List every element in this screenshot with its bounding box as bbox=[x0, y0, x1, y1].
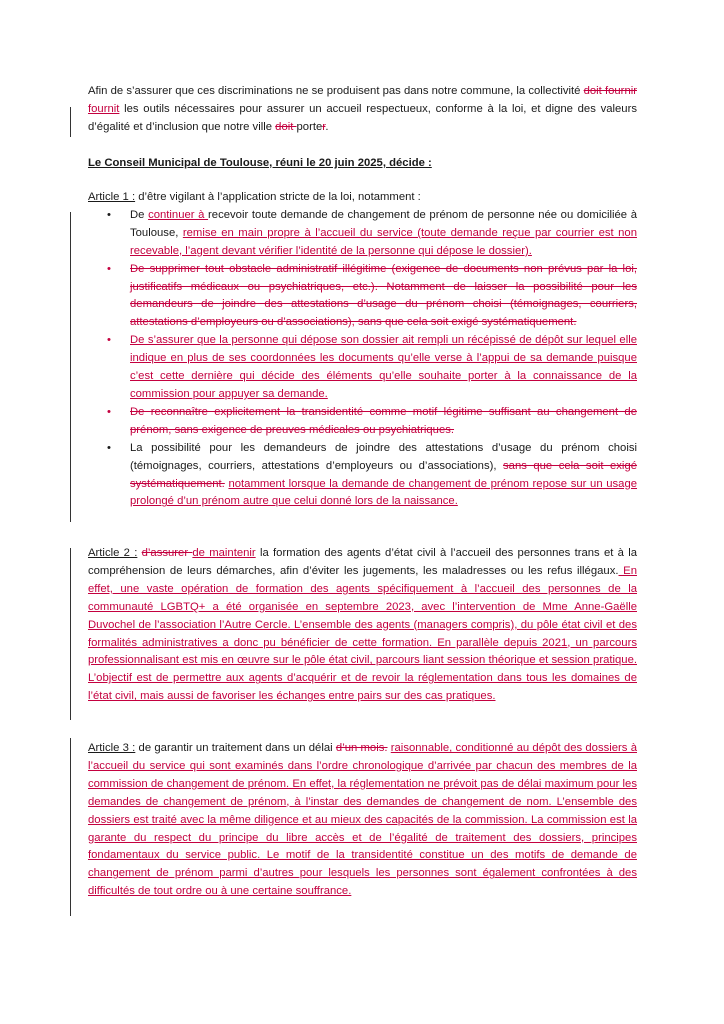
list-item bbox=[88, 261, 637, 333]
article-1-list bbox=[88, 207, 637, 511]
inserted-text: raisonnable, conditionné au dépôt des dossiers à l’accueil du service qui sont examinés dans l’ordre chronologique d’arrivée par chacun des membres de la commission de changement de prénom. En effet, la réglementation ne prévoit pas de délai maximum pour les demandes de changement de prénom, à l’instar des demandes de changement de nom. L’ensemble des dossiers est traité avec la même diligence et au mieux des capacités de la commission. La commission est la garante du respect du principe du libre accès et de l’égalité de traitement des dossiers, principes fondamentaux du service public. Le motif de la transidentité constitue un des motifs de demande de changement de prénom parmi d’autres pour lesquels les personnes sont également confrontées à des difficultés de tout ordre ou à une certaine souffrance. bbox=[88, 742, 637, 898]
article-label: Article 2 : bbox=[88, 547, 138, 559]
article-text: la formation des agents d’état civil à l’accueil des personnes trans et à la compréhension de leurs démarches, afin d’éviter les jugements, les maladresses ou les refus illégaux. bbox=[88, 547, 638, 577]
inserted-text: remise en main propre à l’accueil du service (toute demande reçue par courrier est non recevable, l’agent devant vérifier l’identité de la personne qui dépose le dossier). bbox=[130, 226, 637, 257]
article-1 bbox=[88, 189, 637, 511]
deleted-text: De reconnaître explicitement la transidentité comme motif légitime suffisant au changement de prénom, sans exigence de preuves médicales ou psychiatriques. bbox=[130, 405, 637, 436]
inserted-text: fournit bbox=[88, 102, 120, 115]
bullet-icon: • bbox=[107, 405, 111, 418]
intro-text: Afin de s’assurer que ces discriminations ne se produisent pas dans notre commune, la collectivité bbox=[88, 85, 584, 97]
decision-heading bbox=[88, 155, 637, 173]
deleted-text: doit bbox=[275, 120, 297, 133]
deleted-text: d’assurer bbox=[141, 547, 193, 559]
inserted-text: notamment lorsque la demande de changement de prénom repose sur un usage prolongé d’un prénom autre que celui donné lors de la naissance. bbox=[130, 477, 638, 508]
deleted-text: De supprimer tout obstacle administratif illégitime (exigence de documents non prévus par la loi, justificatifs médicaux ou psychiatriques, etc.). Notamment de laisser la possibilité pour les demandeurs de joindre des attestations d’usage du prénom choisi (témoignages, courriers, attestations d’employeurs ou d’associations), sans que cela soit exigé systématiquement. bbox=[130, 262, 637, 329]
intro-text: les outils nécessaires pour assurer un accueil respectueux, conforme à la loi, et digne des valeurs d’égalité et d’inclusion que notre ville bbox=[88, 102, 637, 133]
list-item bbox=[88, 332, 637, 404]
inserted-text: continuer à bbox=[148, 208, 209, 221]
deleted-text: sans que cela soit exigé systématiquement. bbox=[130, 459, 638, 490]
intro-paragraph bbox=[88, 83, 637, 137]
list-item bbox=[88, 404, 637, 440]
change-bar bbox=[70, 738, 71, 916]
intro-text: . bbox=[325, 120, 329, 133]
change-bar bbox=[70, 212, 71, 522]
inserted-text: En effet, une vaste opération de formation des agents spécifiquement à l’accueil des personnes de la communauté LGBTQ+ a été organisée en septembre 2023, avec l’intervention de Mme Anne-Gaëlle Duvochel de l’association l’Autre Cercle. L’ensemble des agents (managers compris), du pôle état civil et des formalités administratives a donc pu bénéficier de cette formation. En parallèle depuis 2021, un parcours professionnalisant est mis en œuvre sur le pôle état civil, parcours liant session théorique et session pratique. L’objectif est de permettre aux agents d’acquérir et de revoir la réglementation dans tous les domaines de l’état civil, mais aussi de favoriser les échanges entre pairs sur des cas pratiques. bbox=[88, 564, 637, 703]
list-item bbox=[88, 440, 637, 512]
deleted-text: doit fournir bbox=[583, 85, 637, 97]
article-label: Article 3 : bbox=[88, 742, 136, 754]
change-bar bbox=[70, 548, 71, 720]
deleted-text: d’un mois. bbox=[335, 742, 388, 754]
intro-text: porte bbox=[296, 120, 323, 133]
bullet-icon: • bbox=[107, 441, 111, 454]
deleted-text: r bbox=[322, 120, 326, 133]
heading-text: Le Conseil Municipal de Toulouse, réuni le 20 juin 2025, décide : bbox=[88, 157, 432, 169]
bullet-icon: • bbox=[107, 262, 111, 275]
bullet-icon: • bbox=[107, 208, 111, 221]
article-text: d’être vigilant à l’application stricte de la loi, notamment : bbox=[135, 191, 421, 203]
list-item bbox=[88, 207, 637, 261]
article-2 bbox=[88, 545, 637, 706]
article-text: de garantir un traitement dans un délai bbox=[135, 742, 336, 754]
inserted-text: De s’assurer que la personne qui dépose son dossier ait rempli un récépissé de dépôt sur lequel elle indique en plus de ses coordonnées les documents qu’elle verse à l’appui de sa demande puisque c’est cette dernière qui décide des éléments qu’elle souhaite porter à la connaissance de la commission pour appuyer sa demande. bbox=[130, 334, 637, 400]
change-bar bbox=[70, 107, 71, 137]
inserted-text: de maintenir bbox=[192, 547, 256, 559]
item-text: La possibilité pour les demandeurs de joindre des attestations d’usage du prénom choisi (témoignages, courriers, attestations d’employeurs ou d’associations), bbox=[130, 441, 637, 472]
article-label: Article 1 : bbox=[88, 191, 136, 203]
bullet-icon: • bbox=[107, 334, 111, 347]
item-text: recevoir toute demande de changement de prénom de personne née ou domiciliée à Toulouse, bbox=[130, 208, 637, 239]
item-text: De bbox=[130, 208, 149, 221]
article-3 bbox=[88, 740, 637, 901]
